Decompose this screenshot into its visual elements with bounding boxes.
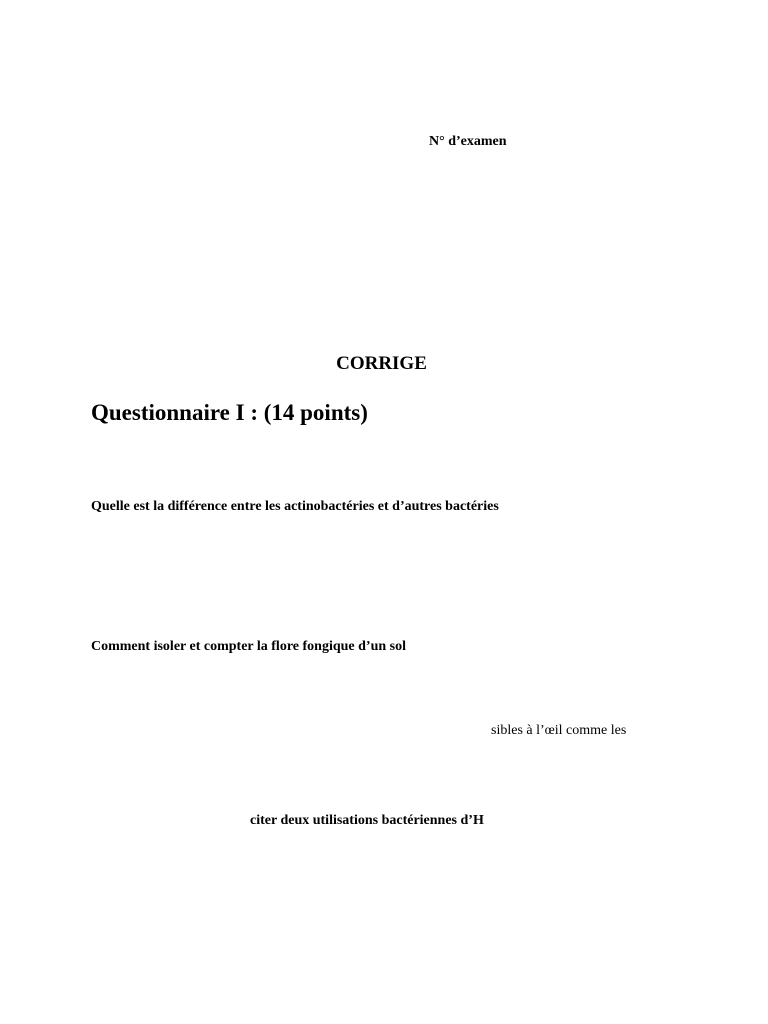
question-1: Quelle est la différence entre les actinobactéries et d’autres bactéries <box>91 499 499 514</box>
text-fragment: sibles à l’œil comme les <box>491 723 627 738</box>
question-3: citer deux utilisations bactériennes d’H <box>250 813 484 828</box>
question-2: Comment isoler et compter la flore fongique d’un sol <box>91 639 406 654</box>
document-title: CORRIGE <box>336 353 427 374</box>
exam-number-label: N° d’examen <box>429 134 507 149</box>
section-heading: Questionnaire I : (14 points) <box>91 400 368 425</box>
